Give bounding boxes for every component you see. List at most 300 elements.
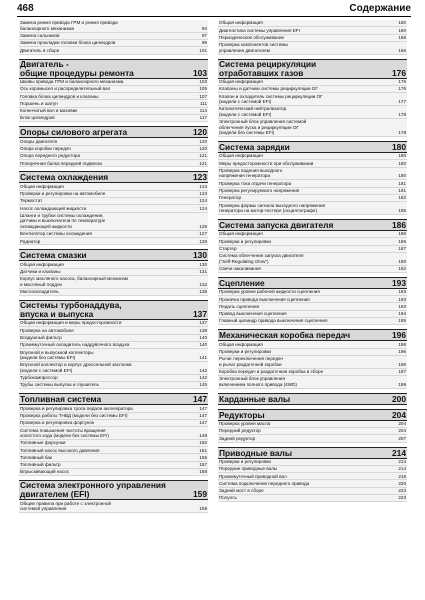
section-heading[interactable] bbox=[19, 249, 208, 261]
toc-entry[interactable] bbox=[19, 160, 208, 167]
toc-entry-page-number: 137 bbox=[199, 320, 207, 326]
toc-entry-page-number: 103 bbox=[199, 79, 207, 85]
toc-entry[interactable] bbox=[218, 188, 407, 195]
toc-entry-page-number: 124 bbox=[199, 198, 207, 204]
toc-section bbox=[218, 59, 407, 137]
toc-entry-page-number: 214 bbox=[398, 466, 406, 472]
toc-entry[interactable] bbox=[218, 473, 407, 480]
toc-entry[interactable] bbox=[218, 369, 407, 376]
toc-entry-title: Впрыскивающий насос bbox=[20, 469, 70, 475]
toc-entry-page-number: 160 bbox=[398, 20, 406, 26]
toc-entry-title: Опора переднего редуктора bbox=[20, 153, 80, 159]
toc-entry-title: Привод выключения сцепления bbox=[219, 311, 287, 317]
toc-entry[interactable] bbox=[218, 202, 407, 215]
section-page-number: 159 bbox=[193, 489, 207, 500]
toc-entry-page-number: 190 bbox=[398, 258, 406, 264]
toc-entry[interactable] bbox=[19, 269, 208, 276]
toc-entry[interactable] bbox=[218, 356, 407, 369]
section-title: Редукторы bbox=[219, 409, 265, 420]
toc-entry-title: Генератор bbox=[219, 195, 241, 201]
toc-entry[interactable] bbox=[19, 198, 208, 205]
toc-entry-page-number: 180 bbox=[398, 173, 406, 179]
toc-entry-page-number: 148 bbox=[199, 433, 207, 439]
toc-entry-title: Клапан и охладитель системы рециркуляции ОГ (модели с системой EFI) bbox=[219, 93, 323, 105]
toc-entry-title: Проверки и регулировки bbox=[219, 458, 271, 464]
section-heading[interactable] bbox=[218, 409, 407, 421]
toc-entry-page-number: 178 bbox=[398, 130, 406, 136]
toc-entry-title: Проверка и регулировка форсунок bbox=[20, 420, 94, 426]
toc-entry-title: Задний мост в сборе bbox=[219, 488, 264, 494]
toc-entry[interactable] bbox=[19, 115, 208, 122]
section-page-number: 186 bbox=[392, 220, 406, 230]
toc-entry-page-number: 131 bbox=[199, 269, 207, 275]
toc-entry[interactable] bbox=[218, 421, 407, 428]
toc-entry[interactable] bbox=[19, 447, 208, 454]
toc-section bbox=[19, 393, 208, 476]
toc-entry-title: Насос охлаждающей жидкости bbox=[20, 205, 87, 211]
toc-entry-page-number: 195 bbox=[398, 318, 406, 324]
toc-entry[interactable] bbox=[218, 86, 407, 93]
toc-entry-list bbox=[218, 421, 407, 443]
toc-entry-page-number: 204 bbox=[398, 421, 406, 427]
toc-entry-page-number: 207 bbox=[398, 435, 406, 441]
toc-entry[interactable] bbox=[19, 335, 208, 342]
toc-entry-page-number: 127 bbox=[199, 231, 207, 237]
toc-entry-title: Топливный бак bbox=[20, 454, 52, 460]
toc-entry-page-number: 194 bbox=[398, 311, 406, 317]
toc-right-column bbox=[218, 20, 407, 506]
toc-entry[interactable] bbox=[218, 296, 407, 303]
section-page-number: 123 bbox=[193, 172, 207, 183]
toc-entry[interactable] bbox=[19, 153, 208, 160]
toc-entry-title: Замена сальников bbox=[20, 33, 60, 39]
toc-entry[interactable] bbox=[218, 35, 407, 42]
toc-section bbox=[19, 20, 208, 55]
toc-entry[interactable] bbox=[218, 238, 407, 245]
section-page-number: 120 bbox=[193, 127, 207, 138]
toc-entry[interactable] bbox=[218, 20, 407, 27]
toc-section bbox=[218, 20, 407, 55]
section-title: Системы турбонаддува, впуска и выпуска bbox=[20, 300, 122, 320]
toc-entry-title: Проверки и регулировки на автомобиле bbox=[20, 191, 106, 197]
toc-entry[interactable] bbox=[218, 79, 407, 86]
toc-section bbox=[218, 277, 407, 325]
toc-entry-title: Проверка регулируемого напряжения bbox=[219, 188, 300, 194]
toc-entry-page-number: 120 bbox=[199, 138, 207, 144]
toc-entry-page-number: 151 bbox=[199, 447, 207, 453]
section-title: Двигатель - общие процедуры ремонта bbox=[20, 58, 134, 78]
toc-entry-title: Прокачка привода выключения сцепления bbox=[219, 296, 310, 302]
toc-entry-page-number: 117 bbox=[199, 115, 207, 121]
toc-entry-title: Клапаны и датчики системы рециркуляции ОГ bbox=[219, 86, 318, 92]
toc-entry-title: Система повышения частоты вращения холостого хода (модели без системы EFI) bbox=[20, 427, 109, 439]
toc-entry-title: Радиатор bbox=[20, 238, 41, 244]
toc-entry-title: Общая информация и меры предосторожности bbox=[20, 320, 122, 326]
toc-entry-title: Промежуточный охладитель наддувочного воздуха bbox=[20, 342, 130, 348]
toc-entry-list bbox=[19, 79, 208, 123]
toc-entry-page-number: 147 bbox=[199, 405, 207, 411]
toc-entry-page-number: 111 bbox=[200, 100, 207, 106]
section-title: Опоры силового агрегата bbox=[20, 127, 128, 138]
toc-entry-title: Общая информация bbox=[20, 261, 64, 267]
toc-entry-title: Проверки и регулировки bbox=[219, 348, 271, 354]
toc-entry[interactable] bbox=[218, 435, 407, 442]
toc-section bbox=[218, 141, 407, 215]
page-header bbox=[17, 3, 411, 17]
toc-entry[interactable] bbox=[218, 27, 407, 34]
toc-entry[interactable] bbox=[218, 466, 407, 473]
section-page-number: 147 bbox=[193, 394, 207, 405]
toc-entry[interactable] bbox=[19, 146, 208, 153]
toc-entry[interactable] bbox=[19, 261, 208, 268]
toc-entry-page-number: 125 bbox=[199, 223, 207, 229]
toc-entry-title: Общая информация bbox=[219, 153, 263, 159]
toc-entry-page-number: 193 bbox=[398, 303, 406, 309]
toc-entry-page-number: 123 bbox=[199, 191, 207, 197]
toc-entry-title: Диагностика системы управления EFI bbox=[219, 27, 300, 33]
toc-entry[interactable] bbox=[19, 20, 208, 33]
toc-entry-page-number: 123 bbox=[199, 183, 207, 189]
toc-entry[interactable] bbox=[19, 183, 208, 190]
toc-entry-title: Задний редуктор bbox=[219, 435, 256, 441]
toc-entry[interactable] bbox=[19, 420, 208, 427]
toc-entry-title: Промежуточный приводной вал bbox=[219, 473, 287, 479]
toc-entry-list bbox=[218, 341, 407, 388]
toc-entry-title: Топливные форсунки bbox=[20, 440, 66, 446]
toc-entry-page-number: 176 bbox=[398, 79, 406, 85]
toc-entry-page-number: 223 bbox=[398, 495, 406, 501]
toc-entry[interactable] bbox=[218, 42, 407, 55]
toc-entry[interactable] bbox=[218, 495, 407, 502]
toc-entry-title: Передние приводные валы bbox=[219, 466, 278, 472]
section-page-number: 193 bbox=[392, 277, 406, 288]
toc-entry-page-number: 130 bbox=[199, 261, 207, 267]
toc-entry-title: Электронный блок управления системой облегчения пуска и рециркуляции ОГ (модели без системы EFI) bbox=[219, 119, 307, 136]
toc-entry-page-number: 196 bbox=[398, 348, 406, 354]
toc-entry-title: Турбокомпрессор bbox=[20, 375, 58, 381]
toc-entry-page-number: 181 bbox=[398, 180, 406, 186]
section-title: Система запуска двигателя bbox=[219, 220, 334, 230]
toc-entry-title: Система облегчения запуска двигателя ("Self-Regulating Glow") bbox=[219, 253, 304, 264]
toc-entry-title: Проверка и регулировка троса педали акселератора bbox=[20, 405, 133, 411]
toc-entry-page-number: 177 bbox=[398, 99, 406, 105]
section-page-number: 103 bbox=[193, 67, 207, 78]
toc-entry[interactable] bbox=[19, 276, 208, 289]
section-page-number: 180 bbox=[392, 142, 406, 153]
toc-entry-title: Воздушный фильтр bbox=[20, 334, 62, 340]
section-heading[interactable] bbox=[19, 300, 208, 320]
toc-entry-page-number: 160 bbox=[398, 27, 406, 33]
toc-section bbox=[19, 480, 208, 513]
toc-entry-page-number: 155 bbox=[199, 454, 207, 460]
toc-section bbox=[218, 447, 407, 503]
toc-entry[interactable] bbox=[19, 462, 208, 469]
toc-entry-page-number: 214 bbox=[398, 458, 406, 464]
toc-entry[interactable] bbox=[218, 153, 407, 160]
section-title: Механическая коробка передач bbox=[219, 330, 351, 341]
toc-entry-title: Система подключения переднего привода bbox=[219, 480, 310, 486]
section-page-number: 130 bbox=[193, 250, 207, 261]
toc-entry[interactable] bbox=[19, 427, 208, 440]
section-heading[interactable] bbox=[19, 59, 208, 79]
toc-entry-title: Периодическое обслуживание bbox=[219, 34, 285, 40]
toc-entry-page-number: 128 bbox=[199, 238, 207, 244]
toc-entry-page-number: 94 bbox=[201, 25, 207, 31]
toc-entry-list bbox=[218, 79, 407, 137]
toc-entry-page-number: 97 bbox=[201, 33, 207, 39]
toc-entry[interactable] bbox=[218, 168, 407, 181]
toc-entry[interactable] bbox=[19, 238, 208, 245]
toc-entry[interactable] bbox=[19, 289, 208, 296]
toc-entry-list bbox=[19, 183, 208, 245]
toc-entry[interactable] bbox=[19, 440, 208, 447]
toc-entry-page-number: 176 bbox=[398, 86, 406, 92]
toc-entry[interactable] bbox=[19, 86, 208, 93]
toc-entry-title: Проверка уровня рабочей жидкости сцепления bbox=[219, 289, 320, 295]
toc-entry[interactable] bbox=[218, 289, 407, 296]
toc-entry-page-number: 186 bbox=[398, 231, 406, 237]
toc-entry-title: Маслоохладитель bbox=[20, 289, 59, 295]
toc-entry-page-number: 196 bbox=[398, 361, 406, 367]
toc-entry-title: Передний редуктор bbox=[219, 428, 261, 434]
toc-entry[interactable] bbox=[218, 266, 407, 273]
toc-entry-page-number: 180 bbox=[398, 153, 406, 159]
toc-entry[interactable] bbox=[19, 191, 208, 198]
toc-entry-page-number: 180 bbox=[398, 160, 406, 166]
toc-entry-title: Замена прокладки головки блока цилиндров bbox=[20, 40, 116, 46]
toc-entry-list bbox=[19, 20, 208, 55]
section-title: Система смазки bbox=[20, 250, 87, 261]
toc-entry-page-number: 141 bbox=[199, 355, 207, 361]
toc-entry-title: Шланги и трубки системы охлаждения, датчики и выключатели по температуре охлаждающей жидкости bbox=[20, 212, 106, 229]
section-heading[interactable] bbox=[218, 141, 407, 153]
toc-entry[interactable] bbox=[218, 376, 407, 389]
toc-entry-page-number: 101 bbox=[199, 47, 207, 53]
toc-entry-title: Поршень и шатун bbox=[20, 100, 58, 106]
toc-entry-page-number: 145 bbox=[199, 382, 207, 388]
toc-entry[interactable] bbox=[218, 93, 407, 106]
toc-entry-list bbox=[19, 500, 208, 513]
section-heading[interactable] bbox=[19, 171, 208, 183]
toc-entry[interactable] bbox=[19, 213, 208, 231]
toc-entry[interactable] bbox=[218, 311, 407, 318]
toc-entry[interactable] bbox=[218, 428, 407, 435]
toc-entry[interactable] bbox=[218, 180, 407, 187]
toc-entry-title: Рычаг переключения передач и рычаг раздаточной коробки bbox=[219, 356, 283, 367]
toc-entry-page-number: 147 bbox=[199, 420, 207, 426]
toc-entry[interactable] bbox=[19, 375, 208, 382]
toc-entry[interactable] bbox=[19, 349, 208, 362]
section-page-number: 214 bbox=[392, 447, 406, 458]
toc-entry-page-number: 105 bbox=[199, 86, 207, 92]
toc-entry[interactable] bbox=[19, 342, 208, 349]
toc-entry[interactable] bbox=[218, 195, 407, 202]
toc-entry-title: Коробка передач и раздаточная коробка в сборе bbox=[219, 369, 324, 375]
toc-entry-title: Опоры двигателя bbox=[20, 138, 58, 144]
toc-entry-title: Корпус масляного насоса, балансирный механизм и масляный поддон bbox=[20, 276, 128, 287]
toc-entry-page-number: 124 bbox=[199, 205, 207, 211]
toc-entry-title: Двигатель в сборе bbox=[20, 47, 60, 53]
toc-entry-page-number: 178 bbox=[398, 111, 406, 117]
toc-entry[interactable] bbox=[218, 488, 407, 495]
toc-entry-title: Главный цилиндр привода выключения сцепления bbox=[219, 318, 328, 324]
toc-entry-list bbox=[19, 405, 208, 476]
toc-entry-page-number: 204 bbox=[398, 428, 406, 434]
toc-entry-list bbox=[218, 20, 407, 55]
toc-entry[interactable] bbox=[218, 106, 407, 119]
section-title: Система рециркуляции отработавших газов bbox=[219, 58, 317, 78]
section-heading[interactable] bbox=[218, 59, 407, 79]
toc-entry-title: Проверка работы ТНВД (модели без системы EFI) bbox=[20, 412, 128, 418]
toc-entry-title: Общая информация bbox=[219, 231, 263, 237]
toc-entry-title: Проверка компонентов системы управления двигателем bbox=[219, 42, 288, 53]
toc-entry[interactable] bbox=[19, 205, 208, 212]
section-heading[interactable] bbox=[218, 393, 407, 405]
toc-section bbox=[19, 126, 208, 167]
section-title: Сцепление bbox=[219, 277, 265, 288]
toc-entry-title: Проверка на автомобиле bbox=[20, 327, 74, 333]
toc-entry[interactable] bbox=[218, 119, 407, 137]
toc-entry[interactable] bbox=[19, 320, 208, 327]
toc-entry[interactable] bbox=[19, 405, 208, 412]
toc-entry[interactable] bbox=[218, 459, 407, 466]
section-title: Топливная система bbox=[20, 394, 102, 405]
toc-entry-page-number: 220 bbox=[398, 480, 406, 486]
toc-section bbox=[218, 409, 407, 443]
toc-entry[interactable] bbox=[19, 469, 208, 476]
toc-entry-title: Проверка формы сигнала выходного напряжения генератора на мотор-тестере (осциллографе) bbox=[219, 202, 326, 214]
toc-entry[interactable] bbox=[218, 341, 407, 348]
section-page-number: 200 bbox=[392, 393, 406, 404]
toc-entry-title: Головка блока цилиндров и клапаны bbox=[20, 93, 99, 99]
section-page-number: 196 bbox=[392, 330, 406, 341]
toc-entry-page-number: 193 bbox=[398, 289, 406, 295]
toc-entry-page-number: 147 bbox=[199, 412, 207, 418]
toc-entry-list bbox=[218, 231, 407, 273]
toc-entry-title: Стартер bbox=[219, 245, 237, 251]
toc-entry[interactable] bbox=[19, 138, 208, 145]
toc-entry[interactable] bbox=[218, 349, 407, 356]
toc-entry[interactable] bbox=[19, 413, 208, 420]
toc-entry-page-number: 196 bbox=[398, 341, 406, 347]
toc-entry-page-number: 166 bbox=[398, 34, 406, 40]
toc-entry-title: Полуось bbox=[219, 495, 237, 501]
toc-entry[interactable] bbox=[19, 382, 208, 389]
toc-entry-page-number: 158 bbox=[199, 469, 207, 475]
toc-entry-list bbox=[19, 320, 208, 389]
toc-entry-page-number: 135 bbox=[199, 289, 207, 295]
toc-entry[interactable] bbox=[218, 303, 407, 310]
toc-entry-page-number: 159 bbox=[199, 506, 207, 512]
toc-entry-title: Общая информация bbox=[219, 79, 263, 85]
toc-entry-title: Педаль сцепления bbox=[219, 303, 260, 309]
toc-entry-list bbox=[218, 289, 407, 325]
toc-entry[interactable] bbox=[19, 100, 208, 107]
toc-entry-page-number: 99 bbox=[201, 40, 207, 46]
toc-entry-page-number: 140 bbox=[199, 342, 207, 348]
toc-section bbox=[218, 393, 407, 405]
toc-entry[interactable] bbox=[218, 318, 407, 325]
section-heading[interactable] bbox=[218, 329, 407, 341]
toc-entry[interactable] bbox=[218, 253, 407, 266]
toc-entry-title: Замена ремня привода ГРМ и ремня привода балансирного механизма bbox=[20, 20, 118, 31]
toc-entry[interactable] bbox=[19, 231, 208, 238]
section-title: Система охлаждения bbox=[20, 172, 109, 183]
toc-entry-page-number: 120 bbox=[199, 145, 207, 151]
toc-entry[interactable] bbox=[218, 231, 407, 238]
toc-entry-list bbox=[218, 459, 407, 503]
toc-section bbox=[19, 171, 208, 245]
toc-entry[interactable] bbox=[19, 40, 208, 47]
toc-entry-title: Термостат bbox=[20, 198, 43, 204]
section-heading[interactable] bbox=[19, 126, 208, 138]
section-heading[interactable] bbox=[218, 447, 407, 459]
toc-entry-page-number: 223 bbox=[398, 488, 406, 494]
toc-entry-page-number: 199 bbox=[398, 381, 406, 387]
toc-entry-page-number: 218 bbox=[398, 473, 406, 479]
toc-entry-list bbox=[218, 153, 407, 215]
toc-entry-title: Общие правила при работе с электронной системой управления bbox=[20, 500, 111, 512]
section-heading[interactable] bbox=[218, 219, 407, 231]
section-title: Приводные валы bbox=[219, 447, 293, 458]
toc-entry-title: Ось коромысел и распределительный вал bbox=[20, 86, 111, 92]
toc-entry-list bbox=[19, 138, 208, 167]
toc-entry-page-number: 138 bbox=[199, 327, 207, 333]
toc-entry[interactable] bbox=[19, 108, 208, 115]
toc-entry-page-number: 197 bbox=[398, 369, 406, 375]
toc-entry-page-number: 187 bbox=[398, 245, 406, 251]
toc-entry[interactable] bbox=[19, 454, 208, 461]
toc-entry-title: Топливный фильтр bbox=[20, 462, 61, 468]
toc-entry-page-number: 107 bbox=[199, 93, 207, 99]
toc-entry[interactable] bbox=[218, 246, 407, 253]
toc-entry-title: Коленчатый вал и маховик bbox=[20, 108, 78, 114]
toc-entry[interactable] bbox=[19, 500, 208, 513]
toc-entry-page-number: 114 bbox=[199, 108, 207, 114]
toc-entry-title: Вентилятор системы охлаждения bbox=[20, 231, 92, 237]
toc-entry-list bbox=[19, 261, 208, 296]
section-title: Система зарядки bbox=[219, 142, 290, 153]
toc-entry[interactable] bbox=[19, 362, 208, 375]
section-heading[interactable] bbox=[218, 277, 407, 289]
toc-entry-page-number: 142 bbox=[199, 367, 207, 373]
toc-entry-title: Свечи накаливания bbox=[219, 266, 261, 272]
toc-section bbox=[218, 329, 407, 388]
toc-entry[interactable] bbox=[19, 79, 208, 86]
toc-entry-page-number: 121 bbox=[199, 160, 207, 166]
toc-entry[interactable] bbox=[218, 480, 407, 487]
toc-entry-title: Каталитический нейтрализатор (модели с системой EFI) bbox=[219, 106, 287, 117]
section-page-number: 204 bbox=[392, 409, 406, 420]
page-title: Содержание bbox=[349, 3, 411, 14]
toc-entry[interactable] bbox=[19, 93, 208, 100]
toc-entry-title: Общая информация bbox=[20, 183, 64, 189]
toc-entry[interactable] bbox=[218, 160, 407, 167]
toc-entry-title: Проверка тока отдачи генератора bbox=[219, 180, 292, 186]
toc-entry[interactable] bbox=[19, 47, 208, 54]
toc-section bbox=[19, 249, 208, 296]
section-heading[interactable] bbox=[19, 393, 208, 405]
toc-entry-page-number: 185 bbox=[398, 208, 406, 214]
toc-section bbox=[218, 219, 407, 273]
section-heading[interactable] bbox=[19, 480, 208, 500]
toc-entry-page-number: 181 bbox=[398, 188, 406, 194]
toc-entry[interactable] bbox=[19, 33, 208, 40]
toc-entry-page-number: 157 bbox=[199, 462, 207, 468]
toc-entry-page-number: 193 bbox=[398, 296, 406, 302]
toc-entry[interactable] bbox=[19, 327, 208, 334]
toc-section bbox=[19, 300, 208, 389]
